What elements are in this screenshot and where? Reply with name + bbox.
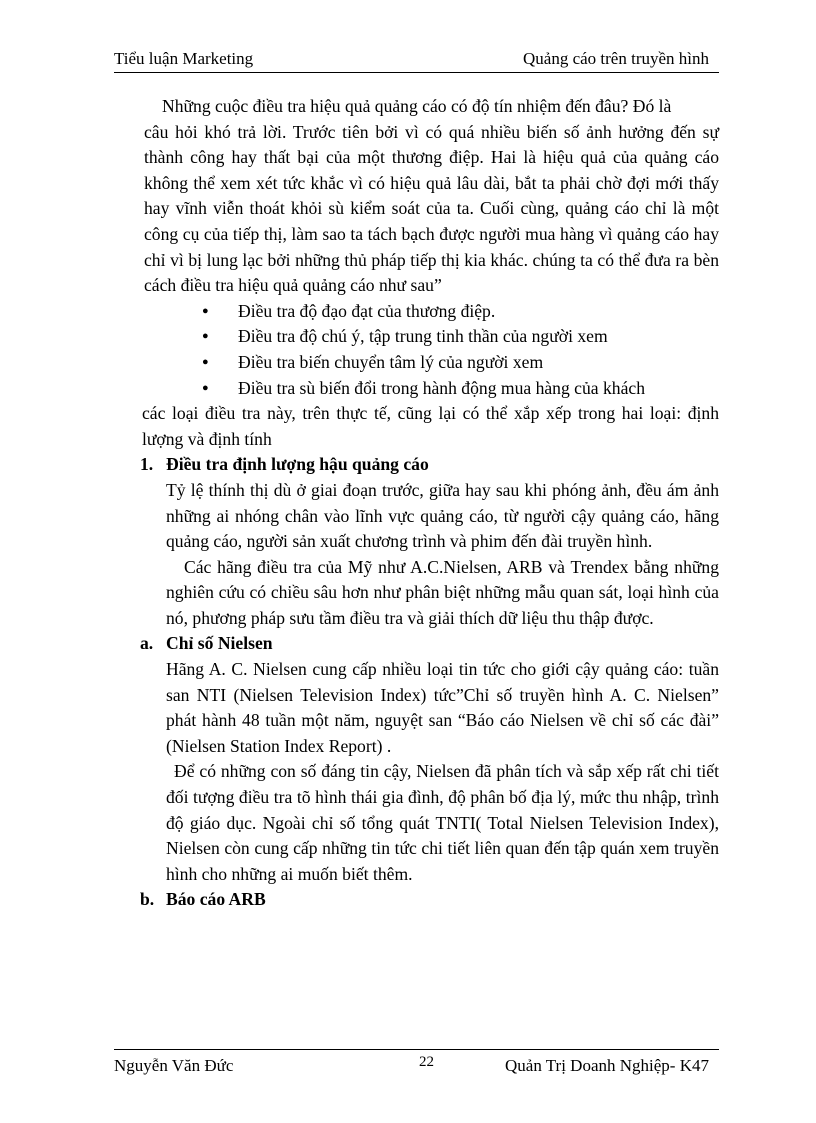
list-item: ● Điều tra độ chú ý, tập trung tinh thần của người xem (218, 324, 719, 350)
section-b-heading (140, 887, 719, 913)
header-left-title: Tiểu luận Marketing (114, 49, 254, 68)
page-header (114, 48, 719, 73)
intro-paragraph: câu hỏi khó trả lời. Trước tiên bởi vì có quá nhiều biến số ảnh hưởng đến sự thành công hay thất bại của một thương điệp. Hai là hiệu quả của quảng cáo không thể xem xét tức khắc vì có hiệu quả lâu dài, bắt ta phải chờ đợi mới thấy hay vĩnh viễn thoát khỏi sù kiểm soát của ta. Cuối cùng, quảng cáo chỉ là một công cụ của tiếp thị, làm sao ta tách bạch được người mua hàng vì quảng cáo hay chỉ vì bị lung lạc bởi những thủ pháp tiếp thị kia khác. chúng ta có thể đưa ra bèn cách điều tra hiệu quả quảng cáo như sau” (144, 121, 719, 296)
section-1-paragraph-1: Tỷ lệ thính thị dù ở giai đoạn trước, giữa hay sau khi phóng ảnh, đều ám ảnh những ai nhóng chân vào lĩnh vực quảng cáo, từ người cậy quảng cáo, hãng quảng cáo, người sản xuất chương trình và phim đến đài truyền hình. (166, 479, 719, 552)
survey-types-list (144, 299, 719, 401)
section-title: Báo cáo ARB (166, 889, 266, 910)
classification-paragraph: các loại điều tra này, trên thực tế, cũng lại có thể xắp xếp trong hai loại: định lượng và định tính (142, 403, 719, 449)
page-body (140, 94, 719, 913)
page-footer (114, 1049, 719, 1080)
footer-author: Nguyễn Văn Đức (114, 1056, 234, 1075)
section-title: Chỉ số Nielsen (166, 633, 273, 654)
list-item: ● Điều tra sù biến đổi trong hành động mua hàng của khách (218, 376, 719, 402)
section-a-heading (140, 631, 719, 657)
list-item: ● Điều tra độ đạo đạt của thương điệp. (218, 299, 719, 325)
section-1-heading (140, 452, 719, 478)
page-number: 22 (419, 1054, 434, 1070)
footer-course: Quản Trị Doanh Nghiệp- K47 (505, 1056, 709, 1075)
section-number: a. (140, 633, 154, 654)
section-a-paragraph-1: Hãng A. C. Nielsen cung cấp nhiều loại tin tức cho giới cậy quảng cáo: tuần san NTI (Nielsen Television Index) tức”Chỉ số truyền hình A. C. Nielsen” phát hành 48 tuần một năm, nguyệt san “Báo cáo Nielsen về chỉ số các đài” (Nielsen Station Index Report) . (166, 659, 719, 756)
section-number: 1. (140, 454, 154, 475)
section-title: Điều tra định lượng hậu quảng cáo (166, 454, 429, 475)
intro-first-line: Những cuộc điều tra hiệu quả quảng cáo có độ tín nhiệm đến đâu? Đó là (162, 96, 672, 116)
header-right-title: Quảng cáo trên truyền hình (523, 49, 709, 68)
section-1-paragraph-2: Các hãng điều tra của Mỹ như A.C.Nielsen, ARB và Trendex bằng những nghiên cứu có chiều sâu hơn như phân biệt những mẫu quan sát, loại hình của nó, phương pháp sưu tầm điều tra và giải thích dữ liệu thu thập được. (166, 556, 719, 628)
section-number: b. (140, 889, 155, 910)
list-item: ● Điều tra biến chuyển tâm lý của người xem (218, 350, 719, 376)
section-a-paragraph-2: Để có những con số đáng tin cậy, Nielsen đã phân tích và sắp xếp rất chi tiết đối tượng điều tra tõ hình thái gia đình, độ phân bố địa lý, mức thu nhập, trình độ giáo dục. Ngoài chỉ số tổng quát TNTI( Total Nielsen Television Index), Nielsen còn cung cấp những tin tức chi tiết liên quan đến tập quán xem truyền hình cho những ai muốn biết thêm. (166, 761, 719, 884)
